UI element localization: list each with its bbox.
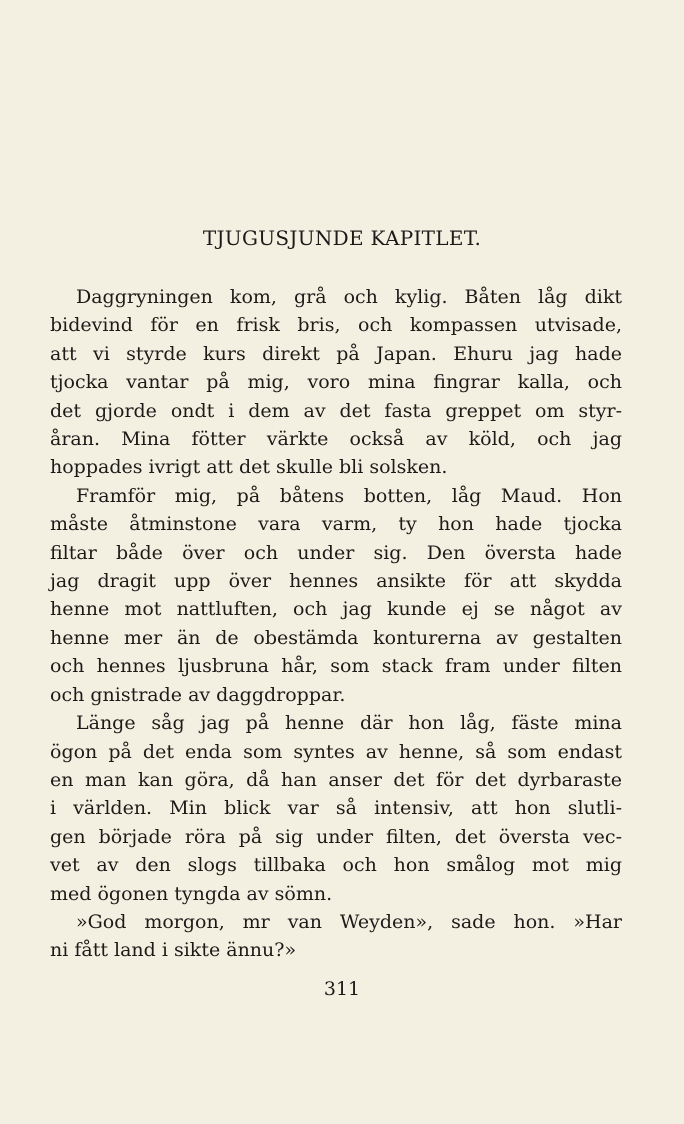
text-line: bidevind för en frisk bris, och kompassen utvisade, bbox=[50, 314, 622, 337]
text-line: och gnistrade av daggdroppar. bbox=[50, 683, 346, 706]
text-line: gen började röra på sig under filten, det översta vec- bbox=[50, 825, 622, 848]
paragraph-4 bbox=[50, 908, 622, 965]
text-line: henne mer än de obestämda konturerna av gestalten bbox=[50, 626, 622, 649]
text-line: ögon på det enda som syntes av henne, så som endast bbox=[50, 740, 622, 763]
text-line: »God morgon, mr van Weyden», sade hon. »Har bbox=[76, 910, 622, 933]
text-line: Daggryningen kom, grå och kylig. Båten låg dikt bbox=[76, 286, 622, 308]
text-line: vet av den slogs tillbaka och hon smålog mot mig bbox=[50, 854, 622, 877]
paragraph-1 bbox=[50, 283, 622, 482]
text-line: och hennes ljusbruna hår, som stack fram under filten bbox=[50, 655, 622, 678]
text-line: filtar både över och under sig. Den översta hade bbox=[50, 541, 622, 564]
text-line: med ögonen tyngda av sömn. bbox=[50, 882, 333, 905]
text-line: måste åtminstone vara varm, ty hon hade tjocka bbox=[50, 513, 622, 536]
paragraph-2 bbox=[50, 482, 622, 709]
page-number: 311 bbox=[323, 978, 361, 1000]
chapter-title: TJUGUSJUNDE KAPITLET. bbox=[202, 226, 482, 250]
text-line: henne mot nattluften, och jag kunde ej se något av bbox=[50, 598, 622, 621]
text-line: hoppades ivrigt att det skulle bli solsken. bbox=[50, 456, 448, 479]
text-line: det gjorde ondt i dem av det fasta greppet om styr- bbox=[50, 399, 622, 422]
text-line: ni fått land i sikte ännu?» bbox=[50, 939, 297, 962]
text-line: jag dragit upp över hennes ansikte för att skydda bbox=[50, 570, 622, 593]
text-line: Framför mig, på båtens botten, låg Maud. Hon bbox=[76, 484, 622, 507]
paragraph-3 bbox=[50, 709, 622, 908]
text-line: Länge såg jag på henne där hon låg, fäste mina bbox=[76, 712, 622, 735]
text-line: en man kan göra, då han anser det för det dyrbaraste bbox=[50, 768, 622, 791]
text-line: tjocka vantar på mig, voro mina fingrar kalla, och bbox=[50, 371, 622, 394]
text-line: åran. Mina fötter värkte också av köld, och jag bbox=[50, 428, 622, 451]
text-line: i världen. Min blick var så intensiv, att hon slutli- bbox=[50, 797, 622, 820]
text-line: att vi styrde kurs direkt på Japan. Ehuru jag hade bbox=[50, 342, 622, 365]
body-text bbox=[50, 283, 622, 965]
